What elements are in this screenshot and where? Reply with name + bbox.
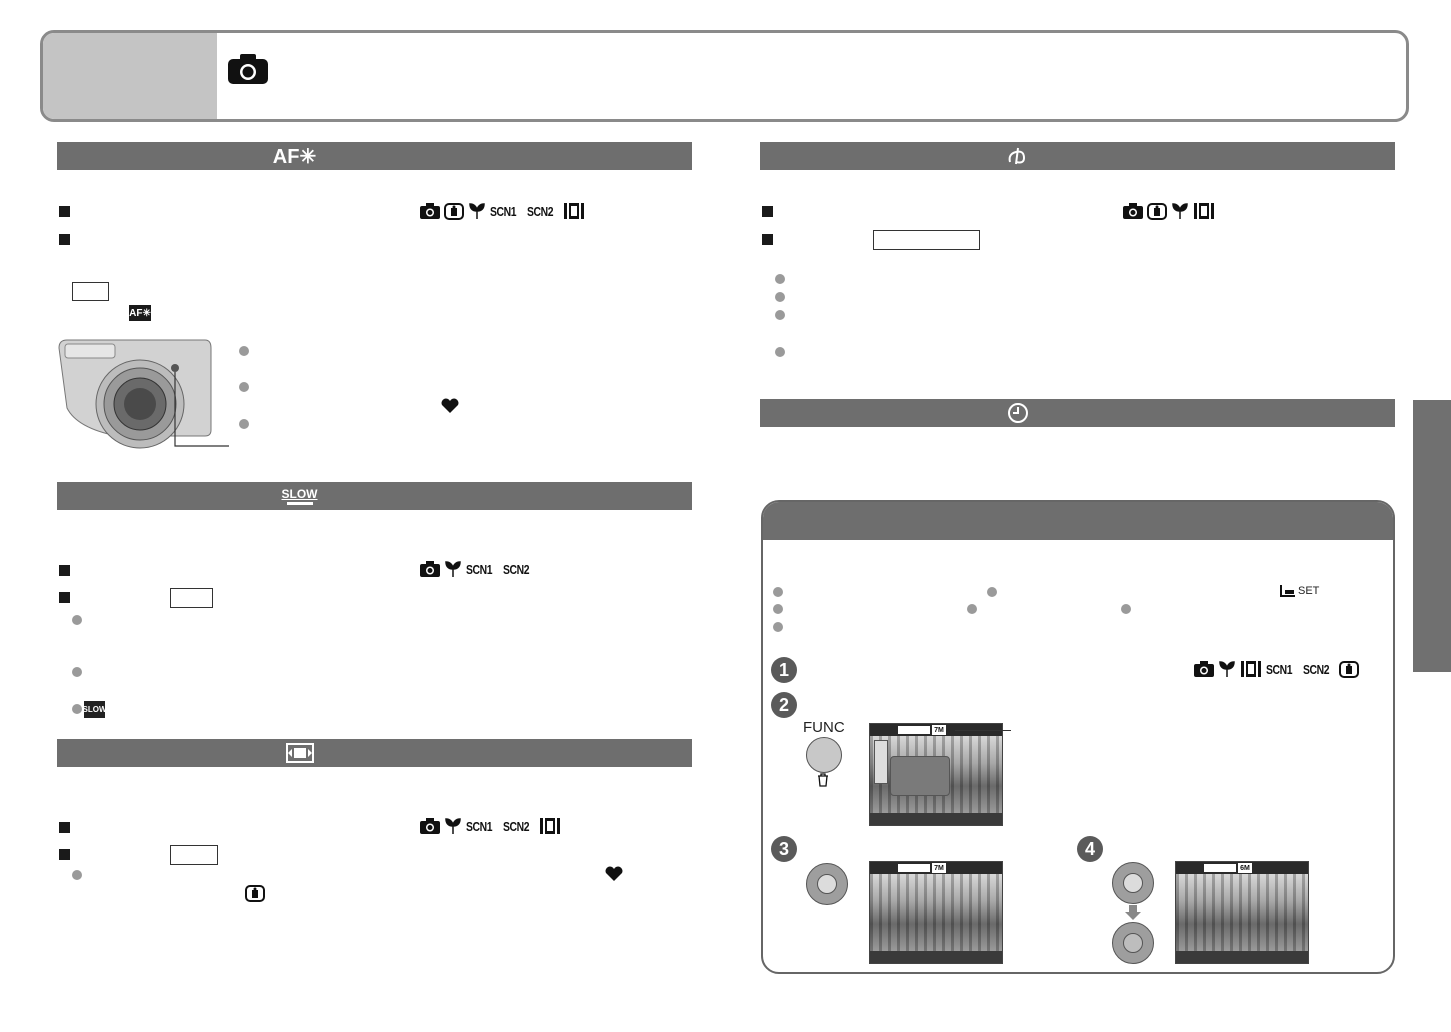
lcd-screen [869, 861, 1003, 964]
circle-bullet [773, 604, 783, 614]
lcd-screen [869, 723, 1003, 826]
camera-mode-icon [420, 203, 440, 219]
scn2-icon: SCN2 [502, 561, 529, 577]
heart-icon [604, 866, 624, 882]
header-grey-block [43, 33, 217, 119]
clock-icon [1007, 402, 1029, 424]
set-label: SET [1298, 585, 1320, 597]
slow-indicator: SLOW [84, 701, 105, 718]
set-button-pad[interactable] [1112, 922, 1154, 964]
menu-setting-box [873, 230, 980, 250]
scn1-icon: SCN1 [466, 561, 493, 577]
bullet-square [59, 234, 70, 245]
scn2-icon: SCN2 [526, 203, 553, 219]
bullet-square [762, 234, 773, 245]
intelligent-auto-icon [444, 202, 464, 220]
movie-icon [1193, 202, 1215, 220]
circle-bullet [775, 292, 785, 302]
cursor-pad[interactable] [806, 863, 848, 905]
bullet-square [59, 822, 70, 833]
circle-bullet [1121, 604, 1131, 614]
movie-icon [539, 817, 561, 835]
trash-icon [816, 773, 830, 787]
heart-icon [440, 398, 460, 414]
camera-mode-icon [1194, 661, 1214, 677]
circle-bullet [72, 615, 82, 625]
arrow-down-icon [1124, 905, 1142, 921]
slow-shutter-bar [57, 482, 692, 510]
callout-line [955, 730, 1011, 731]
print-set-icon [1280, 584, 1296, 598]
picture-size-tag: 7M [932, 863, 946, 873]
circle-bullet [72, 667, 82, 677]
bullet-square [59, 592, 70, 603]
camera-mode-icon [1123, 203, 1143, 219]
bullet-square [59, 206, 70, 217]
stabilizer-icon [1006, 146, 1030, 166]
intelligent-auto-icon [1147, 202, 1167, 220]
menu-setting-box [72, 282, 109, 301]
af-assist-indicator: AF✳ [129, 305, 151, 321]
bullet-square [59, 849, 70, 860]
circle-bullet [987, 587, 997, 597]
mode-icons-set-a [420, 201, 585, 221]
mode-icons-set-e [1194, 659, 1359, 679]
scn2-icon: SCN2 [502, 818, 529, 834]
panel-title-bar [763, 502, 1393, 540]
step-number: 4 [1077, 836, 1103, 862]
circle-bullet [72, 870, 82, 880]
cursor-pad[interactable] [1112, 862, 1154, 904]
circle-bullet [775, 310, 785, 320]
picture-size-tag: 6M [1238, 863, 1252, 873]
circle-bullet [239, 346, 249, 356]
step-number: 1 [771, 657, 797, 683]
macro-icon [1218, 660, 1236, 678]
intelligent-auto-icon [1339, 660, 1359, 678]
mode-icons-set-c [420, 559, 535, 579]
camera-mode-icon [420, 561, 440, 577]
macro-icon [1171, 202, 1189, 220]
bullet-square [59, 565, 70, 576]
step-number: 2 [771, 692, 797, 718]
mode-icons-set-b [1123, 201, 1215, 221]
circle-bullet [967, 604, 977, 614]
circle-bullet [72, 704, 82, 714]
page-header [40, 30, 1409, 122]
circle-bullet [239, 419, 249, 429]
clock-bar [760, 399, 1395, 427]
camera-icon [227, 53, 269, 85]
picture-size-tag: 7M [932, 725, 946, 735]
lcd-screen [1175, 861, 1309, 964]
menu-setting-box [170, 588, 213, 608]
scn2-icon: SCN2 [1302, 661, 1329, 677]
camera-mode-icon [420, 818, 440, 834]
func-button[interactable] [806, 737, 842, 773]
menu-setting-box [170, 845, 218, 865]
stabilizer-bar [760, 142, 1395, 170]
func-label: FUNC [803, 719, 845, 736]
intelligent-auto-icon [245, 884, 265, 902]
scn1-icon: SCN1 [490, 203, 517, 219]
mode-icons-set-d [420, 816, 561, 836]
scn1-icon: SCN1 [466, 818, 493, 834]
movie-icon [563, 202, 585, 220]
circle-bullet [773, 622, 783, 632]
circle-bullet [773, 587, 783, 597]
scn1-icon: SCN1 [1266, 661, 1293, 677]
af-assist-bar [57, 142, 692, 170]
circle-bullet [775, 347, 785, 357]
aspect-bar [57, 739, 692, 767]
bullet-square [762, 206, 773, 217]
movie-icon [1240, 660, 1262, 678]
set-indicator [1280, 584, 1319, 598]
macro-icon [444, 817, 462, 835]
circle-bullet [775, 274, 785, 284]
af-assist-title: AF✳ [272, 145, 317, 168]
circle-bullet [239, 382, 249, 392]
macro-icon [468, 202, 486, 220]
aspect-icon [286, 743, 314, 763]
macro-icon [444, 560, 462, 578]
camera-illustration [57, 338, 232, 453]
slow-icon-label: SLOW [281, 487, 318, 501]
side-tab [1413, 400, 1451, 672]
step-number: 3 [771, 836, 797, 862]
